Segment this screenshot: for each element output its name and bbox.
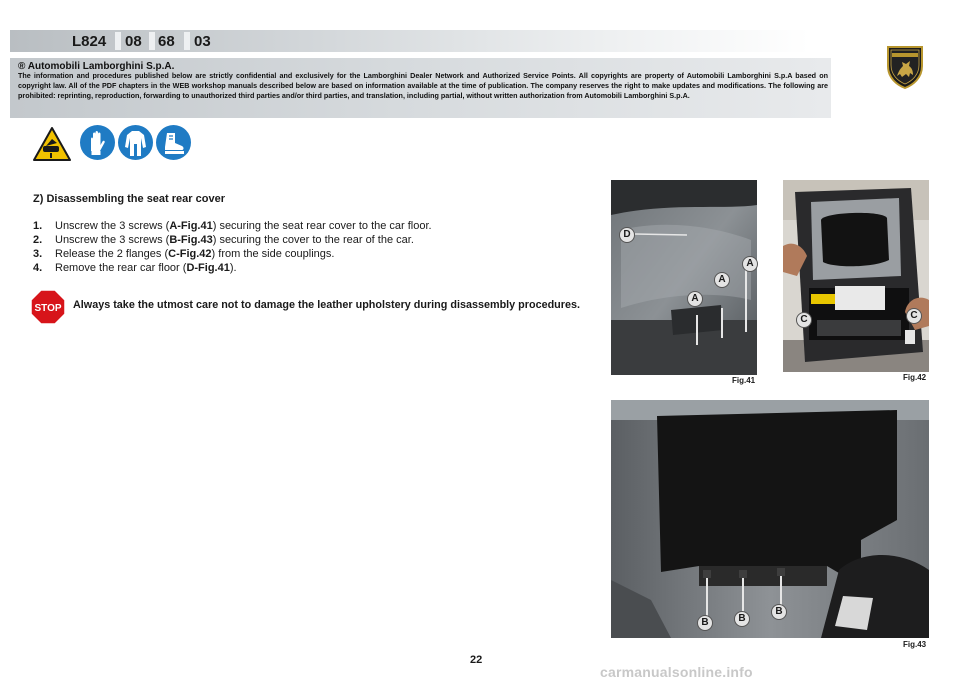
watermark-text: carmanualsonline.info (600, 664, 753, 680)
hand-crush-warning-icon (32, 126, 72, 162)
fig41-caption: Fig.41 (732, 376, 756, 385)
step-text: ) securing the seat rear cover to the car floor. (212, 220, 432, 232)
step-number: 3. (33, 248, 43, 260)
figure-reference: A-Fig.41 (169, 220, 213, 232)
step-number: 4. (33, 262, 43, 274)
fig42-caption: Fig.42 (903, 373, 927, 382)
step-text: ) from the side couplings. (211, 248, 335, 260)
code-separator (184, 32, 190, 50)
protective-overalls-icon (118, 125, 153, 160)
doc-code-group: 08 (125, 33, 142, 50)
lamborghini-shield-logo (885, 44, 925, 90)
fig41-photo (611, 180, 757, 375)
code-separator (115, 32, 121, 50)
step-text: Unscrew the 3 screws ( (55, 220, 170, 232)
page-number: 22 (470, 654, 483, 666)
fig43-caption: Fig.43 (903, 640, 927, 649)
figure-reference: B-Fig.43 (169, 234, 213, 246)
callout-b: B (697, 615, 713, 631)
code-separator (149, 32, 155, 50)
doc-code-subgroup: 68 (158, 33, 175, 50)
callout-a: A (714, 272, 730, 288)
callout-c: C (906, 308, 922, 324)
stop-sign-label: STOP (34, 303, 62, 314)
step-number: 2. (33, 234, 43, 246)
callout-b: B (771, 604, 787, 620)
doc-code-section: 03 (194, 33, 211, 50)
callout-d: D (619, 227, 635, 243)
fig43-photo (611, 400, 929, 638)
section-title: Z) Disassembling the seat rear cover (33, 193, 225, 205)
callout-a: A (742, 256, 758, 272)
callout-a: A (687, 291, 703, 307)
step-number: 1. (33, 220, 43, 232)
step-text: Remove the rear car floor ( (55, 262, 187, 274)
callout-b: B (734, 611, 750, 627)
figure-reference: D-Fig.41 (186, 262, 230, 274)
safety-shoes-icon (156, 125, 191, 160)
stop-sign-icon (30, 289, 66, 325)
protective-gloves-icon (80, 125, 115, 160)
step-text: ). (229, 262, 237, 274)
step-text: ) securing the cover to the rear of the car. (212, 234, 414, 246)
fig42-photo (783, 180, 929, 372)
doc-code-model: L824 (72, 33, 107, 50)
step-text: Unscrew the 3 screws ( (55, 234, 170, 246)
figure-reference: C-Fig.42 (168, 248, 212, 260)
copyright-title: ® Automobili Lamborghini S.p.A. (18, 61, 175, 72)
stop-warning-text: Always take the utmost care not to damage the leather upholstery during disassembly procedures. (73, 299, 580, 311)
copyright-notice: The information and procedures published below are strictly confidential and exclusively for the Lamborghini Dealer Network and Authorized Service Points. All copyrights are property of Automobili Lamborghini S.p.A based on copyright law. All of the PDF chapters in the WEB workshop manuals described below are based on information available at the time of publication. The company reserves the right to make updates and modifications. The following are prohibited: reprinting, reproduction, forwarding to unauthorized third parties and/or third parties, and translation, including partial, without written authorization from Automobili Lamborghini S.p.A. (18, 71, 828, 101)
step-text: Release the 2 flanges ( (55, 248, 169, 260)
callout-c: C (796, 312, 812, 328)
